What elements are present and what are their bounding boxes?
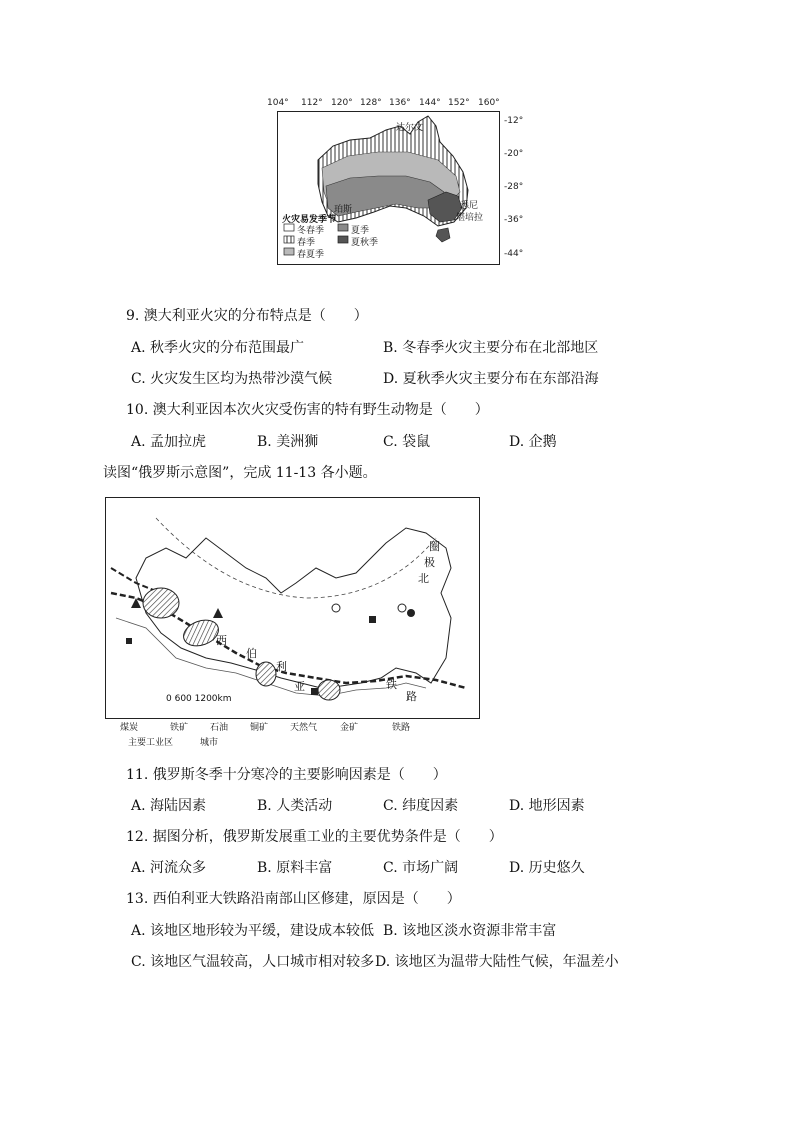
question-9-option-a: A. 秋季火灾的分布范围最广 <box>131 340 305 356</box>
russia-outline <box>106 498 479 718</box>
legend-swatch-winter-spring <box>284 224 294 231</box>
lon-tick: 136° <box>389 98 411 108</box>
lat-tick: -20° <box>504 149 524 159</box>
legend-gas: 天然气 <box>290 723 318 733</box>
map-label: 伯 <box>246 647 257 660</box>
question-13-option-b: B. 该地区淡水资源非常丰富 <box>383 923 557 939</box>
lon-tick: 160° <box>478 98 500 108</box>
legend-oil: 石油 <box>210 723 229 733</box>
legend-swatch-spring-summer <box>284 248 294 255</box>
legend-iron: 铁矿 <box>170 723 189 733</box>
question-13-option-d: D. 该地区为温带大陆性气候，年温差小 <box>375 954 619 970</box>
question-11-stem: 11. 俄罗斯冬季十分寒冷的主要影响因素是（ ） <box>126 767 447 783</box>
question-10-stem: 10. 澳大利亚因本次火灾受伤害的特有野生动物是（ ） <box>126 402 489 418</box>
question-9-option-d: D. 夏秋季火灾主要分布在东部沿海 <box>383 371 599 387</box>
legend-label: 春夏季 <box>297 250 325 260</box>
map-label: 极 <box>424 556 435 569</box>
question-12-option-a: A. 河流众多 <box>131 860 207 876</box>
question-11-option-a: A. 海陆因素 <box>131 798 207 814</box>
lon-tick: 152° <box>448 98 470 108</box>
question-10-option-c: C. 袋鼠 <box>383 434 431 450</box>
legend-swatch-spring <box>284 236 294 243</box>
section-intro: 读图“俄罗斯示意图”，完成 11-13 各小题。 <box>103 465 377 481</box>
lon-tick: 112° <box>301 98 323 108</box>
lat-tick: -36° <box>504 215 524 225</box>
lon-tick: 120° <box>331 98 353 108</box>
question-11-option-b: B. 人类活动 <box>257 798 333 814</box>
map-label: 利 <box>276 660 287 673</box>
question-13-stem: 13. 西伯利亚大铁路沿南部山区修建，原因是（ ） <box>126 891 461 907</box>
map-label: 西 <box>216 634 227 647</box>
lat-tick: -44° <box>504 249 524 259</box>
legend-title: 火灾易发季节 <box>282 215 337 225</box>
question-9-option-c: C. 火灾发生区均为热带沙漠气候 <box>131 371 333 387</box>
question-9-option-b: B. 冬春季火灾主要分布在北部地区 <box>383 340 599 356</box>
lat-tick: -28° <box>504 182 524 192</box>
lon-tick: 104° <box>267 98 289 108</box>
legend-city: 城市 <box>200 738 219 748</box>
legend-label: 夏季 <box>351 226 370 236</box>
question-12-option-b: B. 原料丰富 <box>257 860 333 876</box>
question-10-option-d: D. 企鹅 <box>509 434 557 450</box>
place-perth: 珀斯 <box>334 205 353 215</box>
legend-swatch-summer <box>338 224 348 231</box>
map-label: 路 <box>406 690 417 703</box>
legend-copper: 铜矿 <box>250 723 269 733</box>
legend-coal: 煤炭 <box>120 723 139 733</box>
russia-map <box>105 497 480 719</box>
question-13-option-c: C. 该地区气温较高，人口城市相对较多 <box>131 954 375 970</box>
question-10-option-b: B. 美洲狮 <box>257 434 319 450</box>
place-canberra: 堪培拉 <box>456 213 484 223</box>
question-13-option-a: A. 该地区地形较为平缓，建设成本较低 <box>131 923 375 939</box>
legend-industrial-area: 主要工业区 <box>128 738 174 748</box>
map-scale: 0 600 1200km <box>166 694 232 704</box>
lat-tick: -12° <box>504 116 524 126</box>
question-10-option-a: A. 孟加拉虎 <box>131 434 207 450</box>
question-9-stem: 9. 澳大利亚火灾的分布特点是（ ） <box>126 308 368 324</box>
question-12-option-c: C. 市场广阔 <box>383 860 459 876</box>
legend-swatch-summer-autumn <box>338 236 348 243</box>
question-12-option-d: D. 历史悠久 <box>509 860 585 876</box>
map-label: 铁 <box>386 678 397 691</box>
legend-railway: 铁路 <box>392 723 411 733</box>
map-label: 圈 <box>429 540 440 553</box>
legend-label: 夏秋季 <box>351 238 379 248</box>
lon-tick: 144° <box>419 98 441 108</box>
place-sydney: 悉尼 <box>460 201 479 211</box>
question-11-option-d: D. 地形因素 <box>509 798 585 814</box>
lon-tick: 128° <box>360 98 382 108</box>
question-12-stem: 12. 据图分析，俄罗斯发展重工业的主要优势条件是（ ） <box>126 829 503 845</box>
legend-gold: 金矿 <box>340 723 359 733</box>
legend-label: 春季 <box>297 238 316 248</box>
map-label: 亚 <box>294 680 305 693</box>
question-11-option-c: C. 纬度因素 <box>383 798 459 814</box>
map-label: 北 <box>418 572 429 585</box>
map-frame <box>277 111 500 265</box>
legend-label: 冬春季 <box>297 226 325 236</box>
place-darwin: 达尔文 <box>396 123 424 133</box>
